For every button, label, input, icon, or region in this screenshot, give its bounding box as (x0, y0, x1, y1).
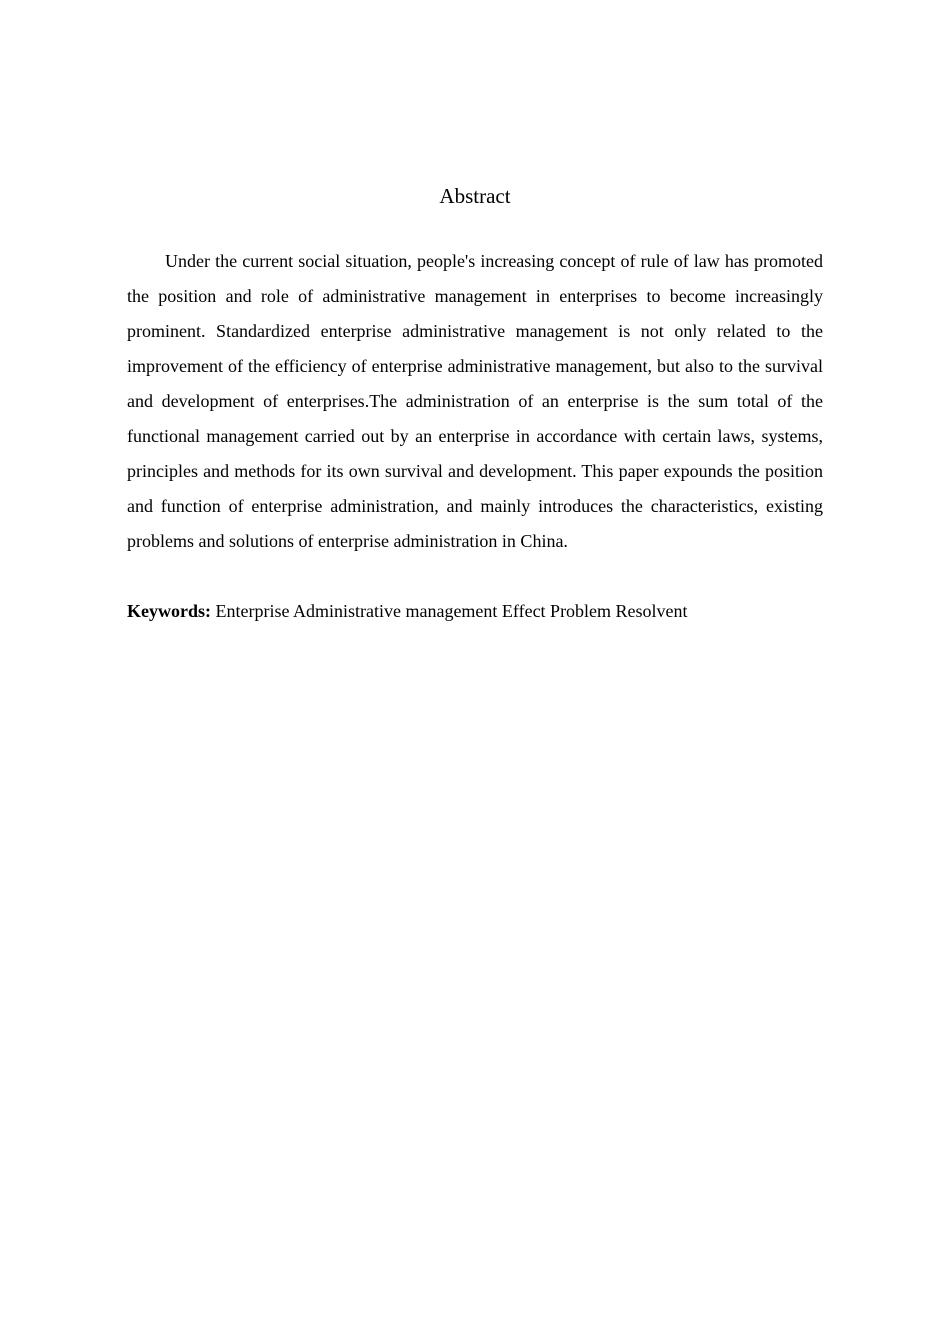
abstract-body: Under the current social situation, people's increasing concept of rule of law has promoted the position and role of administrative management in enterprises to become increasingly prominent. Standardized enterprise administrative management is not only related to the improvement of the efficiency of enterprise administrative management, but also to the survival and development of enterprises.The administration of an enterprise is the sum total of the functional management carried out by an enterprise in accordance with certain laws, systems, principles and methods for its own survival and development. This paper expounds the position and function of enterprise administration, and mainly introduces the characteristics, existing problems and solutions of enterprise administration in China. (127, 251, 823, 551)
keywords-label: Keywords: (127, 601, 211, 621)
keywords-line (127, 594, 823, 629)
keywords-text: Enterprise Administrative management Effect Problem Resolvent (215, 601, 688, 621)
abstract-title: Abstract (439, 184, 511, 208)
